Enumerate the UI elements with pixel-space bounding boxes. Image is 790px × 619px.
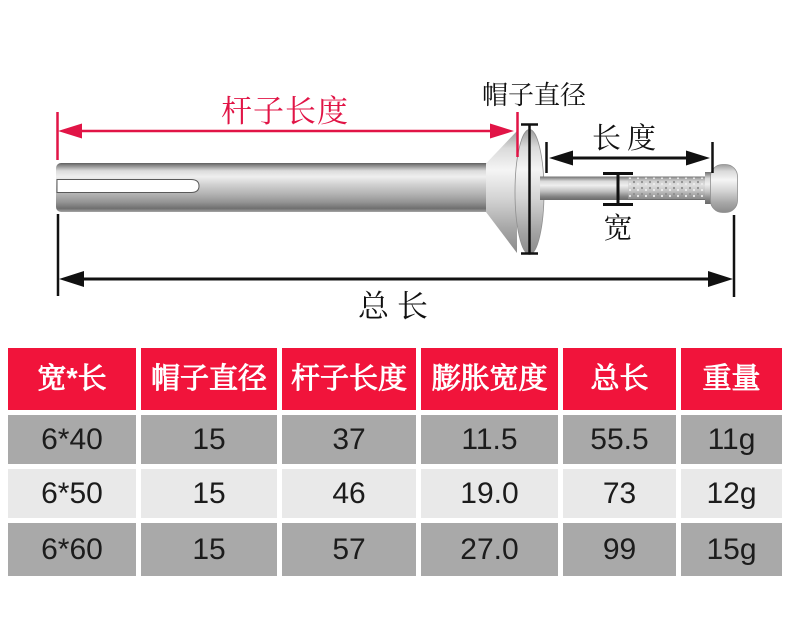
arrowhead-right-icon	[708, 271, 733, 287]
table-cell: 6*60	[8, 523, 136, 576]
table-cell: 15	[141, 469, 277, 518]
pin-length-label: 长度	[591, 123, 663, 155]
header-cell-rod-length: 杆子长度	[282, 348, 416, 410]
rod-slot	[57, 180, 199, 193]
table-cell: 15g	[681, 523, 782, 576]
arrowhead-right-icon	[490, 124, 514, 139]
table-cell: 55.5	[563, 415, 676, 464]
table-cell: 73	[563, 469, 676, 518]
total-length-label: 总长	[358, 289, 436, 324]
pin-width-label: 宽	[603, 213, 633, 245]
header-cell-expansion-width: 膨胀宽度	[421, 348, 558, 410]
total-length-dimension	[58, 214, 734, 324]
table-cell: 19.0	[421, 469, 558, 518]
rod-length-label: 杆子长度	[221, 94, 349, 129]
rod-length-dimension	[58, 94, 518, 160]
cap-diameter-label: 帽子直径	[481, 80, 587, 110]
table-cell: 46	[282, 469, 416, 518]
arrowhead-left-icon	[59, 271, 84, 287]
anchor-cone	[486, 131, 517, 253]
table-cell: 15	[141, 415, 277, 464]
spec-table	[8, 348, 782, 576]
table-cell: 37	[282, 415, 416, 464]
table-cell: 6*50	[8, 469, 136, 518]
arrowhead-left-icon	[549, 151, 573, 166]
arrowhead-left-icon	[58, 124, 82, 139]
table-cell: 15	[141, 523, 277, 576]
pin-knurl-texture	[628, 178, 708, 200]
table-cell: 99	[563, 523, 676, 576]
table-cell: 27.0	[421, 523, 558, 576]
table-cell: 57	[282, 523, 416, 576]
arrowhead-right-icon	[686, 151, 710, 166]
header-cell-cap-diameter: 帽子直径	[141, 348, 277, 410]
header-cell-size: 宽*长	[8, 348, 136, 410]
table-cell: 6*40	[8, 415, 136, 464]
table-cell: 11.5	[421, 415, 558, 464]
table-cell: 12g	[681, 469, 782, 518]
pin-length-dimension	[547, 122, 713, 173]
pin-head	[711, 165, 738, 213]
table-cell: 11g	[681, 415, 782, 464]
header-cell-total-length: 总长	[563, 348, 676, 410]
header-cell-weight: 重量	[681, 348, 782, 410]
